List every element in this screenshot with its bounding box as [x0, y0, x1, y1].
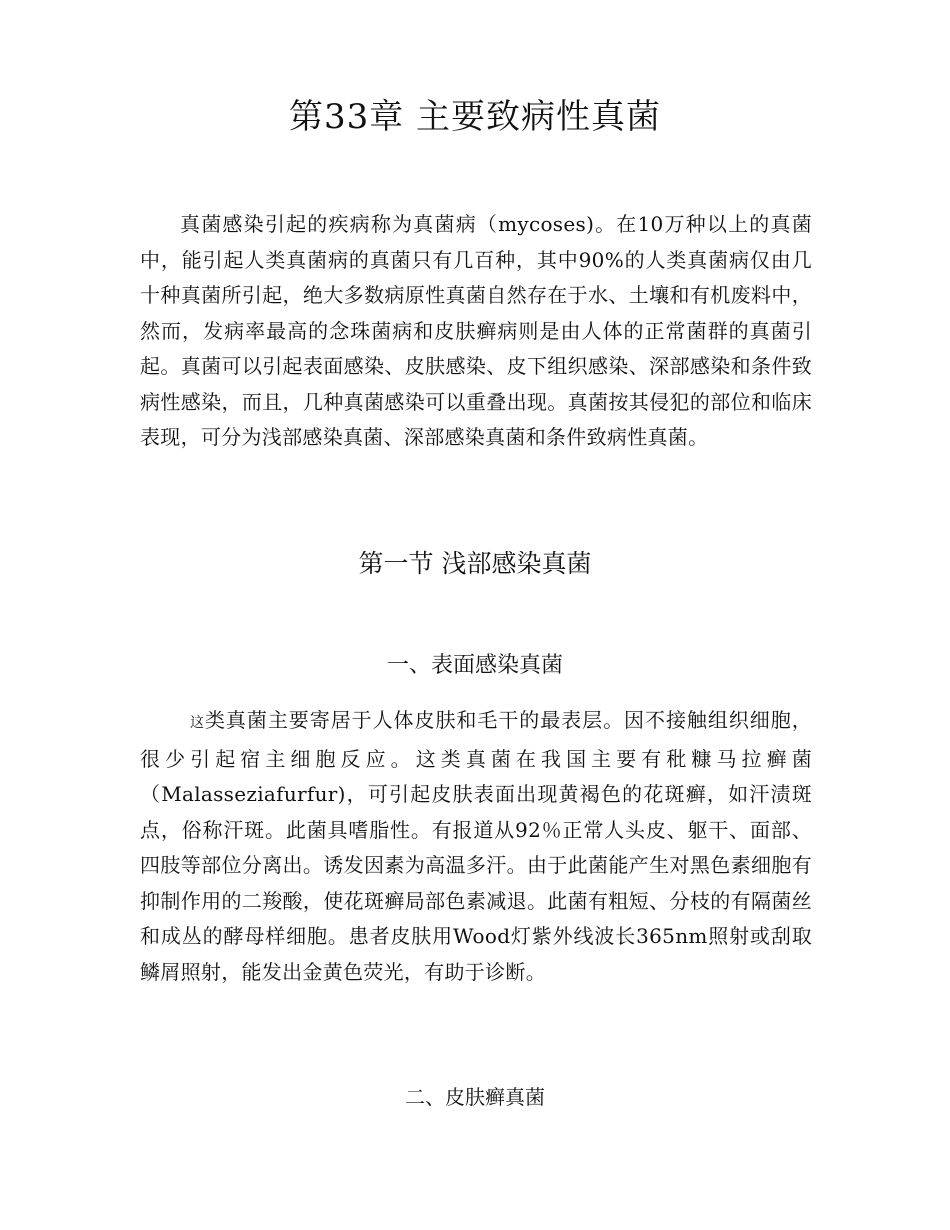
paragraph-lead-char: 这 — [190, 715, 205, 731]
surface-fungi-paragraph — [140, 703, 812, 990]
chapter-title: 第33章 主要致病性真菌 — [288, 97, 662, 137]
paragraph-body: 类真菌主要寄居于人体皮肤和毛干的最表层。因不接触组织细胞，很少引起宿主细胞反应。这类真菌在我国主要有秕糠马拉癣菌（Malasseziafurfur)，可引起皮肤表面出现黄褐色的花斑癣，如汗渍斑点，俗称汗斑。此菌具嗜脂性。有报道从92％正常人头皮、躯干、面部、四肢等部位分离出。诱发因素为高温多汗。由于此菌能产生对黑色素细胞有抑制作用的二羧酸，使花斑癣局部色素减退。此菌有粗短、分枝的有隔菌丝和成丛的酵母样细胞。患者皮肤用Wood灯紫外线波长365nm照射或刮取鳞屑照射，能发出金黄色荧光，有助于诊断。 — [140, 708, 812, 984]
subsection-title-surface-fungi: 一、表面感染真菌 — [386, 653, 563, 678]
intro-paragraph: 真菌感染引起的疾病称为真菌病（mycoses)。在10万种以上的真菌中，能引起人类真菌病的真菌只有几百种，其中90%的人类真菌病仅由几十种真菌所引起，绝大多数病原性真菌自然存在于水、土壤和有机废料中，然而，发病率最高的念珠菌病和皮肤癣病则是由人体的正常菌群的真菌引起。真菌可以引起表面感染、皮肤感染、皮下组织感染、深部感染和条件致病性感染，而且，几种真菌感染可以重叠出现。真菌按其侵犯的部位和临床表现，可分为浅部感染真菌、深部感染真菌和条件致病性真菌。 — [140, 212, 812, 449]
subsection-title-dermatophytes: 二、皮肤癣真菌 — [405, 1085, 545, 1109]
section-title: 第一节 浅部感染真菌 — [358, 549, 592, 578]
